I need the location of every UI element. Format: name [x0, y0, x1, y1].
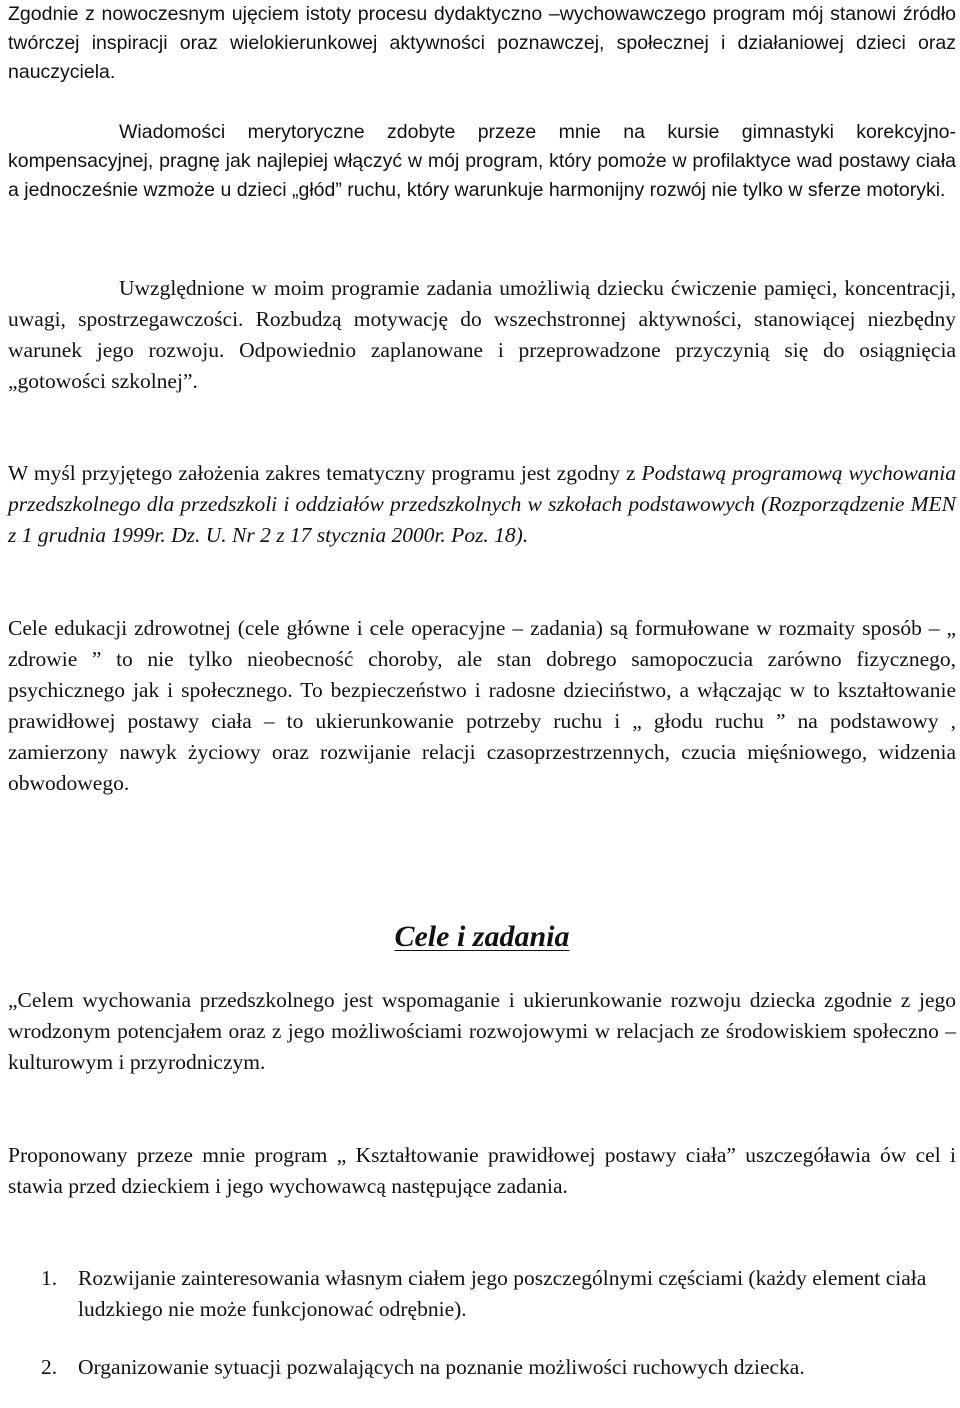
paragraph-health-education: Cele edukacji zdrowotnej (cele główne i cele operacyjne – zadania) są formułowane w rozmaity sposób – „ zdrowie ” to nie tylko nieobecność choroby, ale stan dobrego samopoczucia zarówno fizycznego, psychicznego jak i społecznego. To bezpieczeństwo i radosne dzieciństwo, a włączając w to kształtowanie prawidłowej postawy ciała – to ukierunkowanie potrzeby ruchu i „ głodu ruchu ” na podstawowy , zamierzony nawyk życiowy oraz rozwijanie relacji czasoprzestrzennych, czucia mięśniowego, widzenia obwodowego. [8, 616, 956, 795]
task-list-item-2 [8, 1352, 956, 1383]
list-item [8, 1352, 956, 1383]
paragraph-program-tasks: Uwzględnione w moim programie zadania umożliwią dziecku ćwiczenie pamięci, koncentracji, uwagi, spostrzegawczości. Rozbudzą motywację do wszechstronnej aktywności, stanowiącej niezbędny warunek jego rozwoju. Odpowiednio zaplanowane i przeprowadzone przyczynią się do osiągnięcia „gotowości szkolnej”. [8, 276, 956, 393]
paragraph-preschool-goal: „Celem wychowania przedszkolnego jest wspomaganie i ukierunkowanie rozwoju dziecka zgodnie z jego wrodzonym potencjałem oraz z jego możliwościami rozwojowymi w relacjach ze środowiskiem społeczno – kulturowym i przyrodniczym. [8, 988, 956, 1074]
list-item-number: 2. [41, 1355, 58, 1379]
list-item-text: Organizowanie sytuacji pozwalających na poznanie możliwości ruchowych dziecka. [78, 1355, 805, 1379]
list-item [8, 1263, 956, 1325]
list-item-text: Rozwijanie zainteresowania własnym ciałem jego poszczególnymi częściami (każdy element ciała ludzkiego nie może funkcjonować odrębnie). [78, 1266, 927, 1321]
list-item-number: 1. [41, 1266, 58, 1290]
curriculum-reference: Podstawą programową wychowania przedszkolnego dla przedszkoli i oddziałów przedszkolnych w szkołach podstawowych (Rozporządzenie MEN z 1 grudnia 1999r. Dz. U. Nr 2 z 17 stycznia 2000r. Poz. 18). [8, 461, 957, 547]
curriculum-basis-text: W myśl przyjętego założenia zakres tematyczny programu jest zgodny z [8, 461, 642, 485]
document-page [8, 0, 956, 1408]
paragraph-intro: Zgodnie z nowoczesnym ujęciem istoty procesu dydaktyczno –wychowawczego program mój stanowi źródło twórczej inspiracji oraz wielokierunkowej aktywności poznawczej, społecznej i działaniowej dzieci oraz nauczyciela. [8, 3, 956, 83]
paragraph-program-proposal: Proponowany przeze mnie program „ Kształtowanie prawidłowej postawy ciała” uszczegóławia ów cel i stawia przed dzieckiem i jego wychowawcą następujące zadania. [8, 1143, 956, 1198]
task-list-item-1 [8, 1263, 956, 1325]
paragraph-curriculum-basis [8, 458, 956, 551]
paragraph-course-knowledge: Wiadomości merytoryczne zdobyte przeze mnie na kursie gimnastyki korekcyjno-kompensacyjnej, pragnę jak najlepiej włączyć w mój program, który pomoże w profilaktyce wad postawy ciała a jednocześnie wzmoże u dzieci „głód” ruchu, który warunkuje harmonijny rozwój nie tylko w sferze motoryki. [8, 121, 956, 201]
section-heading: Cele i zadania [394, 920, 570, 953]
